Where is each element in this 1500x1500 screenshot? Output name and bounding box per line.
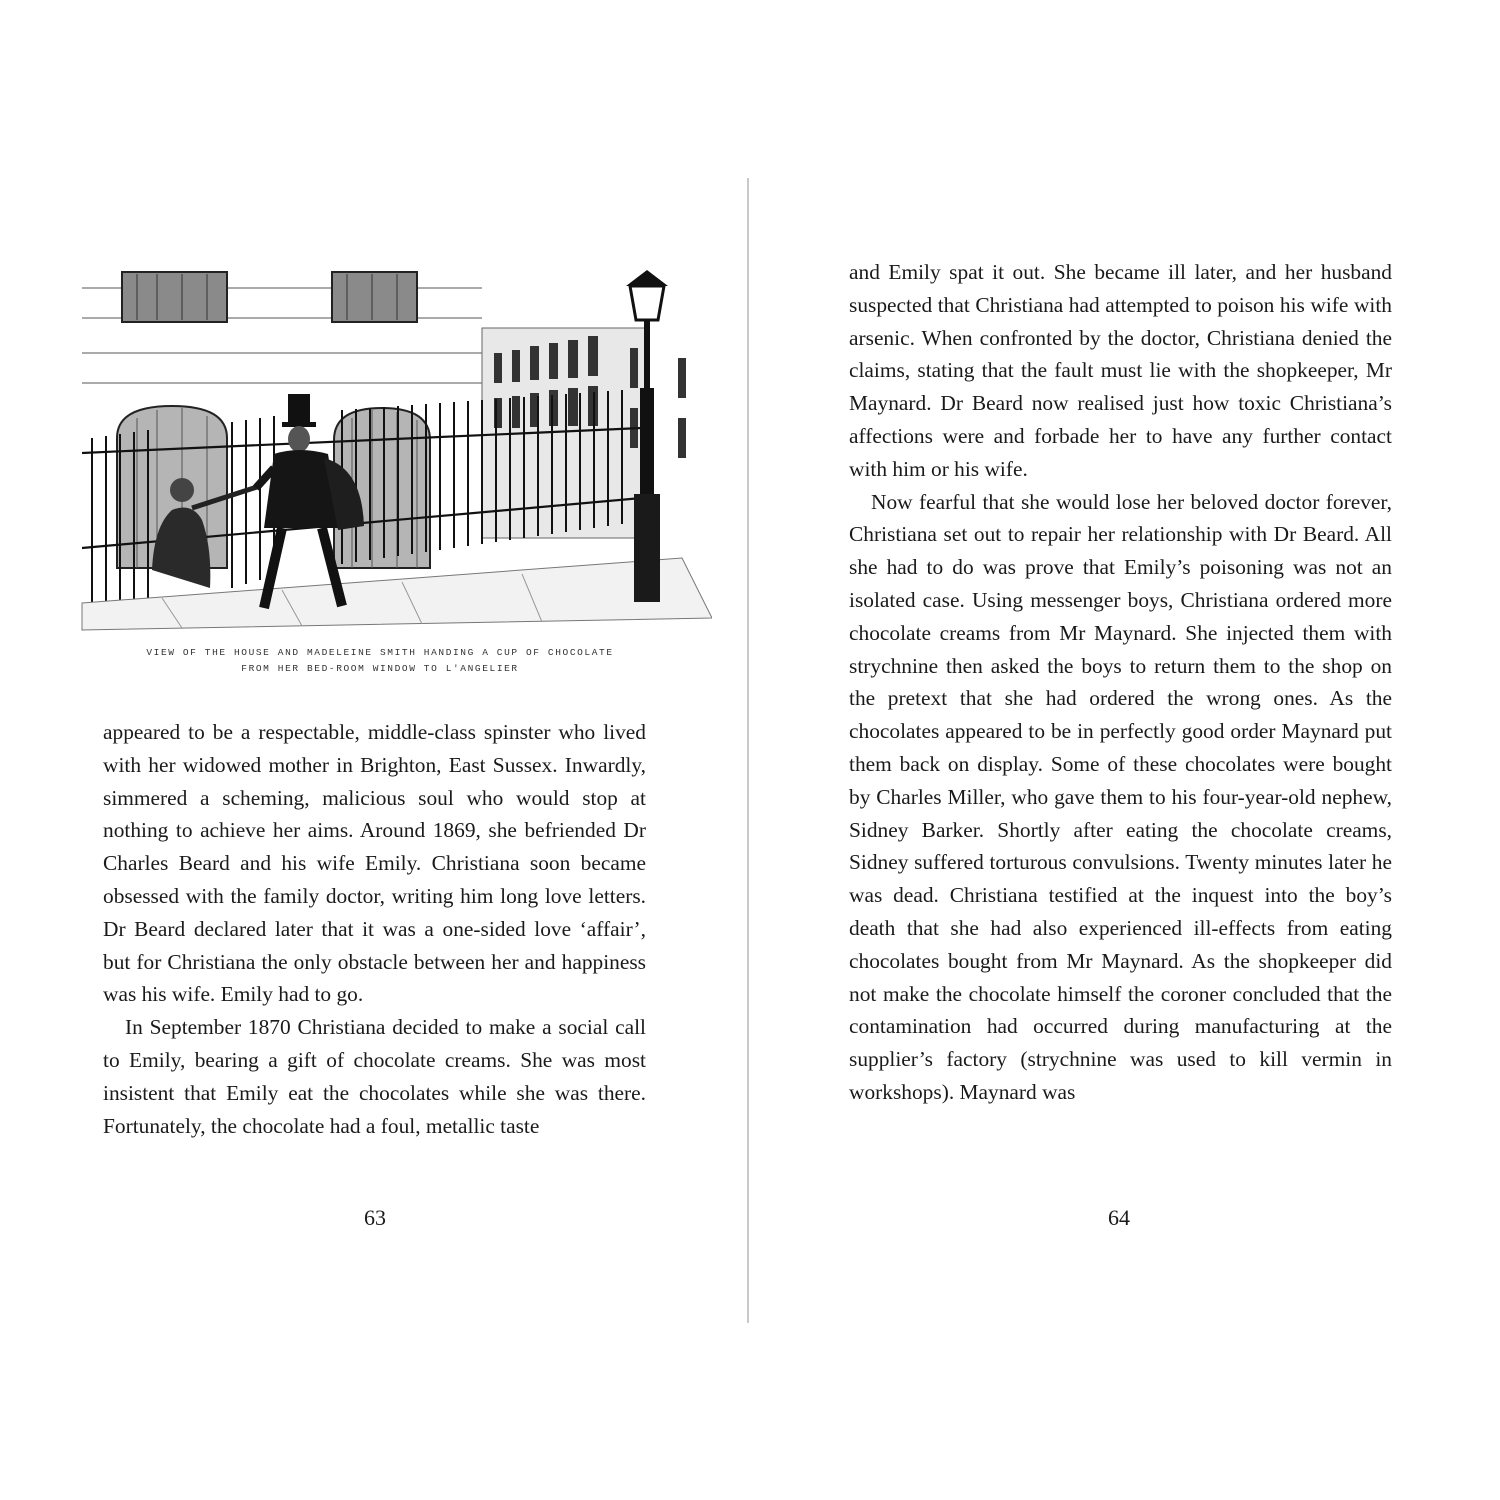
- right-page: [750, 0, 1500, 1500]
- page-number-left: 63: [364, 1205, 386, 1230]
- paragraph: Now fearful that she would lose her beloved doctor forever, Christiana set out to repair her relationship with Dr Beard. All she had to do was prove that Emily’s poisoning was not an isolated case. Using messenger boys, Christiana ordered more chocolate creams from Mr Maynard. She injected them with strychnine then asked the boys to return them to the shop on the pretext that she had ordered the wrong ones. As the chocolates appeared to be in perfectly good order Maynard put them back on display. Some of these chocolates were bought by Charles Miller, who gave them to his four-year-old nephew, Sidney Barker. Shortly after eating the chocolate creams, Sidney suffered torturous convulsions. Twenty minutes later he was dead. Christiana testified at the inquest into the boy’s death that she had also experienced ill-effects from eating chocolates bought from Mr Maynard. As the shopkeeper did not make the chocolate himself the coroner concluded that the contamination had occurred during manufacturing at the supplier’s factory (strychnine was used to kill vermin in workshops). Maynard was: [849, 489, 1392, 1104]
- page-number-right: 64: [1108, 1205, 1130, 1230]
- engraving-illustration: [42, 258, 712, 638]
- paragraph: appeared to be a respectable, middle-class spinster who lived with her widowed mother in Brighton, East Sussex. Inwardly, simmered a scheming, malicious soul who would stop at nothing to achieve her aims. Around 1869, she befriended Dr Charles Beard and his wife Emily. Christiana soon became obsessed with the family doctor, writing him long love letters. Dr Beard declared later that it was a one-sided love ‘affair’, but for Christiana the only obstacle between her and happiness was his wife. Emily had to go.: [103, 720, 646, 1007]
- paragraph: and Emily spat it out. She became ill later, and her husband suspected that Christiana had attempted to poison his wife with arsenic. When confronted by the doctor, Christiana denied the claims, stating that the fault must lie with the shopkeeper, Mr Maynard. Dr Beard now realised just how toxic Christiana’s affections were and forbade her to have any further contact with him or his wife.: [849, 260, 1392, 481]
- gutter-divider: [747, 178, 749, 1323]
- right-page-body: [849, 256, 1392, 1109]
- paragraph: In September 1870 Christiana decided to make a social call to Emily, bearing a gift of chocolate creams. She was most insistent that Emily eat the chocolates while she was there. Fortunately, the chocolate had a foul, metallic taste: [103, 1015, 646, 1138]
- caption-line-2: FROM HER BED-ROOM WINDOW TO L'ANGELIER: [241, 663, 519, 674]
- left-page: [0, 0, 748, 1500]
- left-page-body: [103, 716, 646, 1142]
- illustration-caption: [100, 645, 660, 677]
- caption-line-1: VIEW OF THE HOUSE AND MADELEINE SMITH HANDING A CUP OF CHOCOLATE: [146, 647, 614, 658]
